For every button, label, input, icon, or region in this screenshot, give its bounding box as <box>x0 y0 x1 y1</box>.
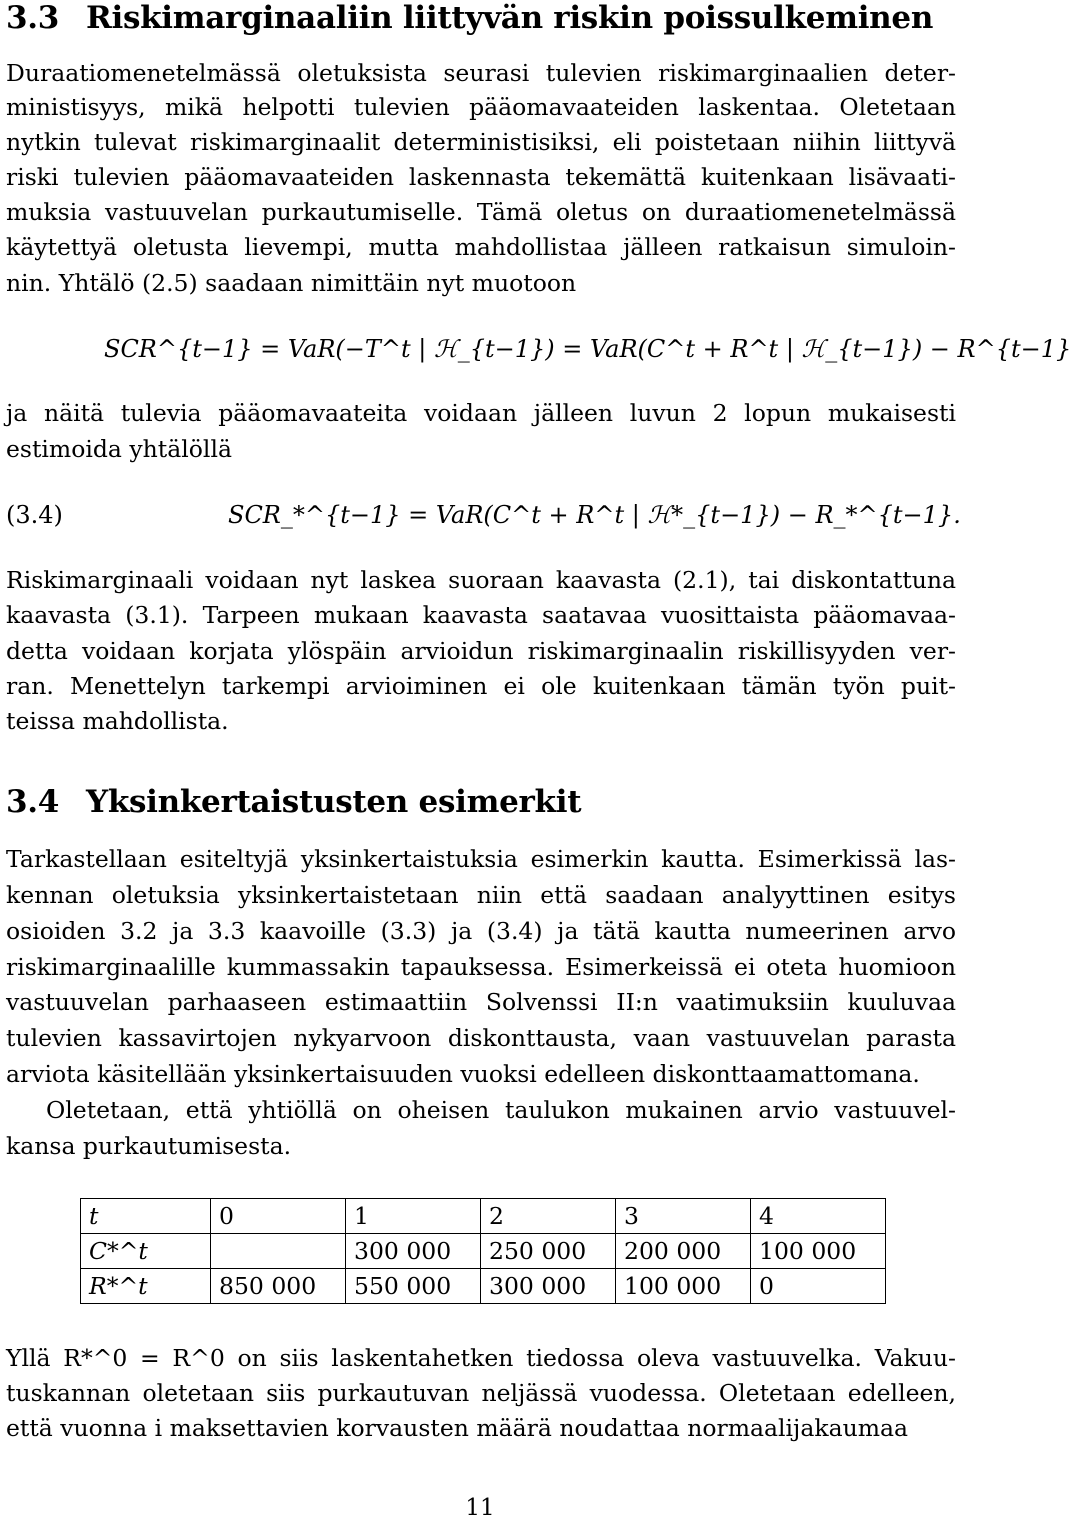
paragraph-line: tuskannan oletetaan siis purkautuvan neljässä vuodessa. Oletetaan edelleen, <box>6 1379 956 1407</box>
paragraph-line: detta voidaan korjata ylöspäin arvioidun riskimarginaalin riskillisyyden ver- <box>6 637 956 665</box>
liability-table <box>80 1198 886 1304</box>
table-cell: 0 <box>211 1199 346 1234</box>
paragraph-line: muksia vastuuvelan purkautumiselle. Tämä oletus on duraatiomenetelmässä <box>6 198 956 226</box>
section-title: Yksinkertaistusten esimerkit <box>86 784 582 820</box>
table-cell: 0 <box>751 1269 886 1304</box>
table-cell <box>211 1234 346 1269</box>
paragraph-line: kennan oletuksia yksinkertaistetaan niin että saadaan analyyttinen esitys <box>6 881 956 909</box>
paragraph-line: Riskimarginaali voidaan nyt laskea suoraan kaavasta (2.1), tai diskontattuna <box>6 566 956 594</box>
paragraph-line: teissa mahdollista. <box>6 707 229 735</box>
table-cell: 250 000 <box>481 1234 616 1269</box>
paragraph-line: nytkin tulevat riskimarginaalit deterministisiksi, eli poistetaan niihin liittyvä <box>6 128 956 156</box>
paragraph-line: arviota käsitellään yksinkertaisuuden vuoksi edelleen diskonttaamattomana. <box>6 1060 920 1088</box>
table-cell: 1 <box>346 1199 481 1234</box>
paragraph-line: Duraatiomenetelmässä oletuksista seurasi tulevien riskimarginaalien deter- <box>6 59 956 87</box>
table-row-label: C*^t <box>81 1234 211 1269</box>
section-number: 3.3 <box>6 0 60 36</box>
table-cell: 100 000 <box>751 1234 886 1269</box>
paragraph-line: nin. Yhtälö (2.5) saadaan nimittäin nyt muotoon <box>6 269 577 297</box>
table-cell: 550 000 <box>346 1269 481 1304</box>
paragraph-line: riski tulevien pääomavaateiden laskennasta tekemättä kuitenkaan lisävaati- <box>6 163 956 191</box>
table-cell: 200 000 <box>616 1234 751 1269</box>
section-number: 3.4 <box>6 784 60 820</box>
table-cell: 850 000 <box>211 1269 346 1304</box>
paragraph-line: ja näitä tulevia pääomavaateita voidaan jälleen luvun 2 lopun mukaisesti <box>6 399 956 427</box>
paragraph-line: Yllä R*^0 = R^0 on siis laskentahetken tiedossa oleva vastuuvelka. Vakuu- <box>6 1344 956 1372</box>
paragraph-line: estimoida yhtälöllä <box>6 435 232 463</box>
paragraph-line: käytettyä oletusta lievempi, mutta mahdollistaa jälleen ratkaisun simuloin- <box>6 233 956 261</box>
table-cell: 300 000 <box>481 1269 616 1304</box>
section-heading-3-4 <box>6 784 581 820</box>
paragraph-line: riskimarginaalille kummassakin tapauksessa. Esimerkeissä ei oteta huomioon <box>6 953 956 981</box>
paragraph-line: että vuonna i maksettavien korvausten määrä noudattaa normaalijakaumaa <box>6 1414 909 1442</box>
paragraph-line: ran. Menettelyn tarkempi arvioiminen ei ole kuitenkaan tämän työn puit- <box>6 672 956 700</box>
table-row <box>81 1269 886 1304</box>
table-row-label: R*^t <box>81 1269 211 1304</box>
paragraph-line: kaavasta (3.1). Tarpeen mukaan kaavasta saatavaa vuosittaista pääomavaa- <box>6 601 956 629</box>
paragraph-line: ministisyys, mikä helpotti tulevien pääomavaateiden laskentaa. Oletetaan <box>6 93 956 121</box>
table-row <box>81 1199 886 1234</box>
paragraph-line: Tarkastellaan esiteltyjä yksinkertaistuksia esimerkin kautta. Esimerkissä las- <box>6 845 956 873</box>
paragraph-line: osioiden 3.2 ja 3.3 kaavoille (3.3) ja (3.4) ja tätä kautta numeerinen arvo <box>6 917 956 945</box>
section-heading-3-3 <box>6 0 933 36</box>
section-title: Riskimarginaaliin liittyvän riskin poissulkeminen <box>86 0 934 36</box>
page-number: 11 <box>465 1495 495 1521</box>
paragraph-line: vastuuvelan parhaaseen estimaattiin Solvenssi II:n vaatimuksiin kuuluvaa <box>6 988 956 1016</box>
display-equation: SCR^{t−1} = VaR(−T^t | ℋ_{t−1}) = VaR(C^t + R^t | ℋ_{t−1}) − R^{t−1} <box>104 335 1071 363</box>
paragraph-line: kansa purkautumisesta. <box>6 1132 292 1160</box>
paragraph-line: Oletetaan, että yhtiöllä on oheisen taulukon mukainen arvio vastuuvel- <box>46 1096 956 1124</box>
equation-label: (3.4) <box>6 501 63 529</box>
table-cell: 2 <box>481 1199 616 1234</box>
table-row <box>81 1234 886 1269</box>
table-row-label: t <box>81 1199 211 1234</box>
table-cell: 100 000 <box>616 1269 751 1304</box>
table-cell: 4 <box>751 1199 886 1234</box>
table-cell: 3 <box>616 1199 751 1234</box>
paragraph-line: tulevien kassavirtojen nykyarvoon diskonttausta, vaan vastuuvelan parasta <box>6 1024 956 1052</box>
table-cell: 300 000 <box>346 1234 481 1269</box>
numbered-equation: SCR_*^{t−1} = VaR(C^t + R^t | ℋ*_{t−1}) − R_*^{t−1}. <box>228 501 961 529</box>
